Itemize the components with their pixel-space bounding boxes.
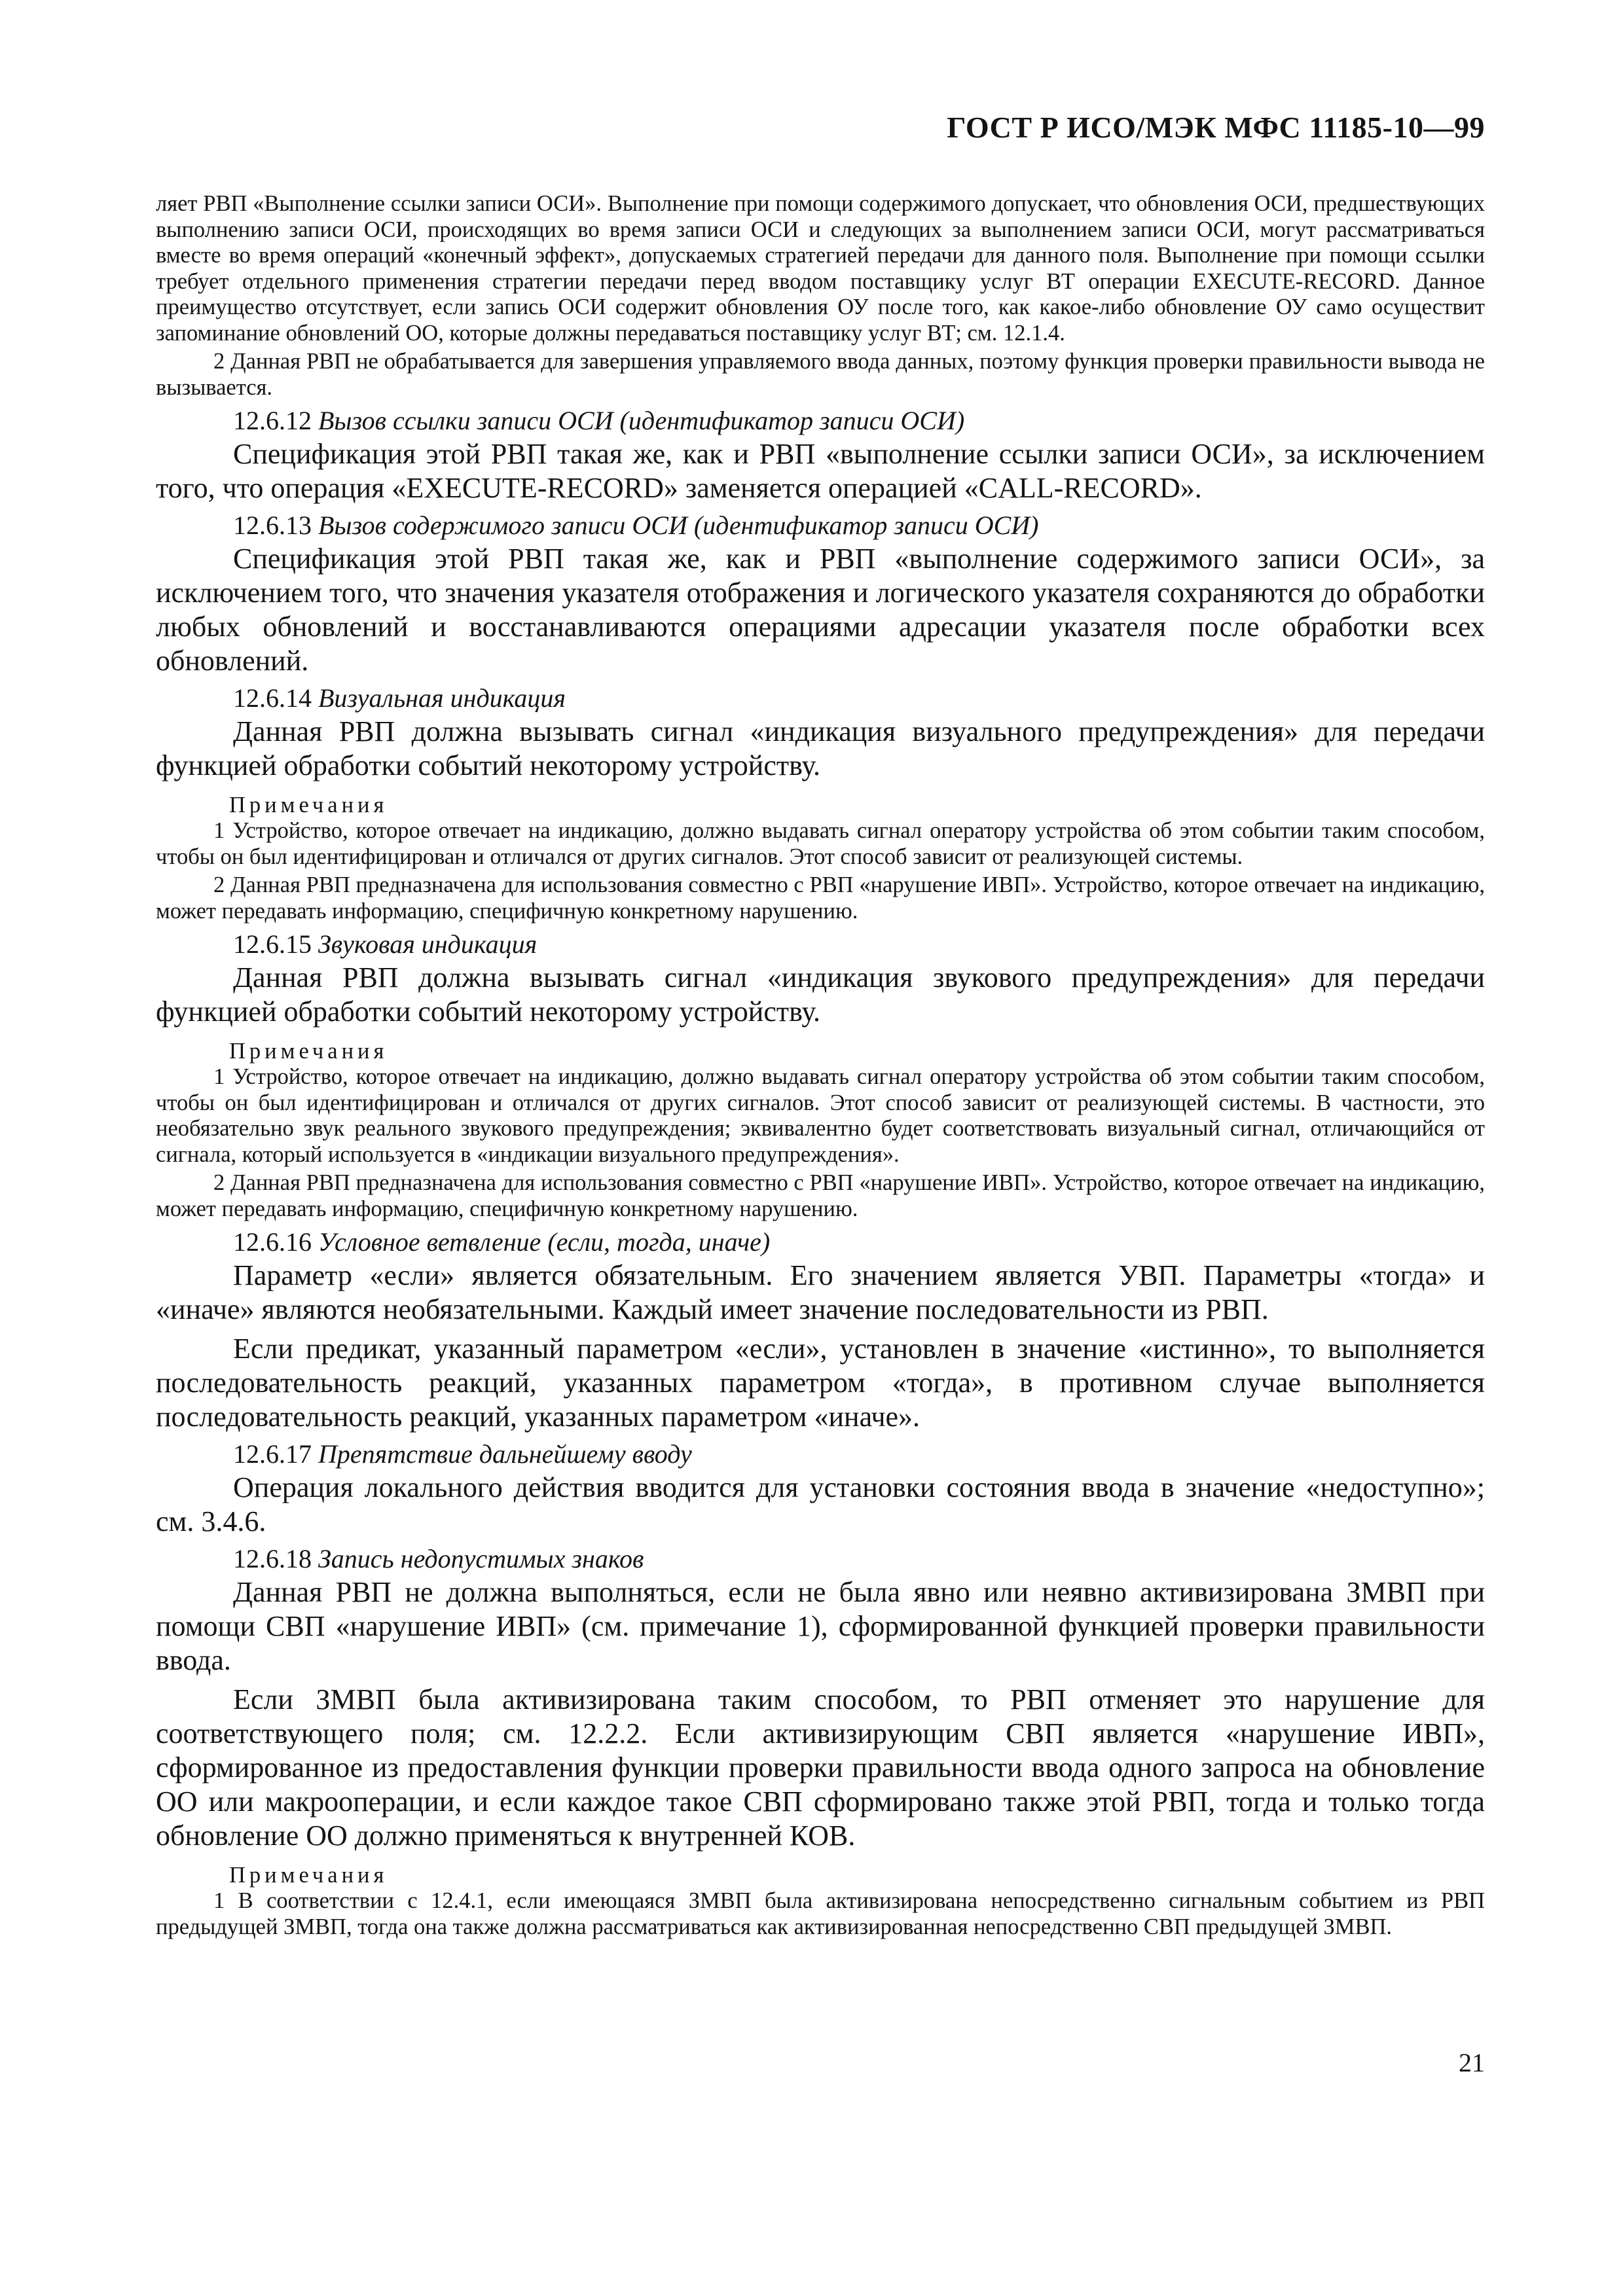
note-12-6-18-1: 1 В соответствии с 12.4.1, если имеющаяся ЗМВП была активизирована непосредственно сигнальным событием из РВП предыдущей ЗМВП, тогда она также должна рассматриваться как активизированная непосредственно СВП предыдущей ЗМВП. [156, 1888, 1485, 1939]
section-title: Визуальная индикация [318, 683, 566, 713]
section-heading-12-6-17 [156, 1438, 1485, 1471]
document-header-title: ГОСТ Р ИСО/МЭК МФС 11185-10—99 [947, 111, 1485, 144]
section-number: 12.6.12 [233, 406, 312, 435]
section-number: 12.6.18 [233, 1544, 312, 1573]
section-heading-12-6-14 [156, 682, 1485, 715]
page-number: 21 [1459, 2048, 1485, 2077]
paragraph-12-6-16-a: Параметр «если» является обязательным. Его значением является УВП. Параметры «тогда» и «иначе» являются необязательными. Каждый имеет значение последовательности из РВП. [156, 1259, 1485, 1325]
note-2-top: 2 Данная РВП не обрабатывается для завершения управляемого ввода данных, поэтому функция проверки правильности вывода не вызывается. [156, 349, 1485, 400]
section-number: 12.6.14 [233, 683, 312, 713]
section-number: 12.6.13 [233, 511, 312, 540]
section-title: Вызов ссылки записи ОСИ (идентификатор записи ОСИ) [318, 406, 965, 435]
paragraph-12-6-17: Операция локального действия вводится для установки состояния ввода в значение «недоступно»; см. 3.4.6. [156, 1471, 1485, 1537]
section-number: 12.6.16 [233, 1227, 312, 1257]
document-page [156, 0, 1485, 2296]
paragraph-12-6-14: Данная РВП должна вызывать сигнал «индикация визуального предупреждения» для передачи функцией обработки событий некоторому устройству. [156, 715, 1485, 781]
note-12-6-14-1: 1 Устройство, которое отвечает на индикацию, должно выдавать сигнал оператору устройства об этом событии таким способом, чтобы он был идентифицирован и отличался от других сигналов. Этот способ зависит от реализующей системы. [156, 818, 1485, 869]
notes-label: Примечания [229, 1039, 388, 1064]
note-12-6-15-2: 2 Данная РВП предназначена для использования совместно с РВП «нарушение ИВП». Устройство, которое отвечает на индикацию, может передавать информацию, специфичную конкретному нарушению. [156, 1170, 1485, 1221]
section-title: Условное ветвление (если, тогда, иначе) [318, 1227, 771, 1257]
notes-label: Примечания [229, 793, 388, 817]
section-title: Запись недопустимых знаков [318, 1544, 644, 1573]
paragraph-12-6-16-b: Если предикат, указанный параметром «если», установлен в значение «истинно», то выполняется последовательность реакций, указанных параметром «тогда», в противном случае выполняется последовательность реакций, указанных параметром «иначе». [156, 1333, 1485, 1433]
paragraph-12-6-13: Спецификация этой РВП такая же, как и РВП «выполнение содержимого записи ОСИ», за исключением того, что значения указателя отображения и логического указателя сохраняются до обработки любых обновлений и восстанавливаются операциями адресации указателя после обработки всех обновлений. [156, 543, 1485, 677]
section-heading-12-6-15 [156, 928, 1485, 961]
note-12-6-14-2: 2 Данная РВП предназначена для использования совместно с РВП «нарушение ИВП». Устройство, которое отвечает на индикацию, может передавать информацию, специфичную конкретному нарушению. [156, 872, 1485, 924]
document-body [156, 191, 1485, 1940]
section-number: 12.6.15 [233, 929, 312, 959]
paragraph-12-6-15: Данная РВП должна вызывать сигнал «индикация звукового предупреждения» для передачи функцией обработки событий некоторому устройству. [156, 961, 1485, 1028]
paragraph-12-6-18-b: Если ЗМВП была активизирована таким способом, то РВП отменяет это нарушение для соответствующего поля; см. 12.2.2. Если активизирующим СВП является «нарушение ИВП», сформированное из предоставления функции проверки правильности ввода одного запроса на обновление ОО или макрооперации, и если каждое такое СВП сформировано также этой РВП, тогда и только тогда обновление ОО должно применяться к внутренней КОВ. [156, 1683, 1485, 1852]
section-title: Препятствие дальнейшему вводу [318, 1439, 692, 1469]
paragraph-12-6-12: Спецификация этой РВП такая же, как и РВП «выполнение ссылки записи ОСИ», за исключением того, что операция «EXECUTE-RECORD» заменяется операцией «CALL-RECORD». [156, 438, 1485, 504]
section-heading-12-6-16 [156, 1226, 1485, 1259]
paragraph-12-6-18-a: Данная РВП не должна выполняться, если не была явно или неявно активизирована ЗМВП при помощи СВП «нарушение ИВП» (см. примечание 1), сформированной функцией проверки правильности ввода. [156, 1576, 1485, 1676]
section-heading-12-6-18 [156, 1543, 1485, 1575]
section-title: Вызов содержимого записи ОСИ (идентификатор записи ОСИ) [318, 511, 1039, 540]
note-12-6-15-1: 1 Устройство, которое отвечает на индикацию, должно выдавать сигнал оператору устройства об этом событии таким способом, чтобы он был идентифицирован и отличался от других сигналов. Этот способ зависит от реализующей системы. В частности, это необязательно звук реального звукового предупреждения; эквивалентно будет соответствовать визуальный сигнал, отличающийся от сигнала, который используется в «индикации визуального предупреждения». [156, 1064, 1485, 1167]
section-number: 12.6.17 [233, 1439, 312, 1469]
paragraph-continuation: ляет РВП «Выполнение ссылки записи ОСИ». Выполнение при помощи содержимого допускает, что обновления ОСИ, предшествующих выполнению записи ОСИ, происходящих во время записи ОСИ и следующих за выполнением записи ОСИ, могут рассматриваться вместе во время операций «конечный эффект», допускаемых стратегией передачи для данного поля. Выполнение при помощи ссылки требует отдельного применения стратегии передачи перед вводом поставщику услуг ВТ операции EXECUTE-RECORD. Данное преимущество отсутствует, если запись ОСИ содержит обновления ОУ после того, как какое-либо обновление ОУ само осуществит запоминание обновлений ОО, которые должны передаваться поставщику услуг ВТ; см. 12.1.4. [156, 191, 1485, 346]
section-title: Звуковая индикация [318, 929, 538, 959]
notes-label: Примечания [229, 1863, 388, 1888]
section-heading-12-6-12 [156, 404, 1485, 437]
section-heading-12-6-13 [156, 509, 1485, 542]
